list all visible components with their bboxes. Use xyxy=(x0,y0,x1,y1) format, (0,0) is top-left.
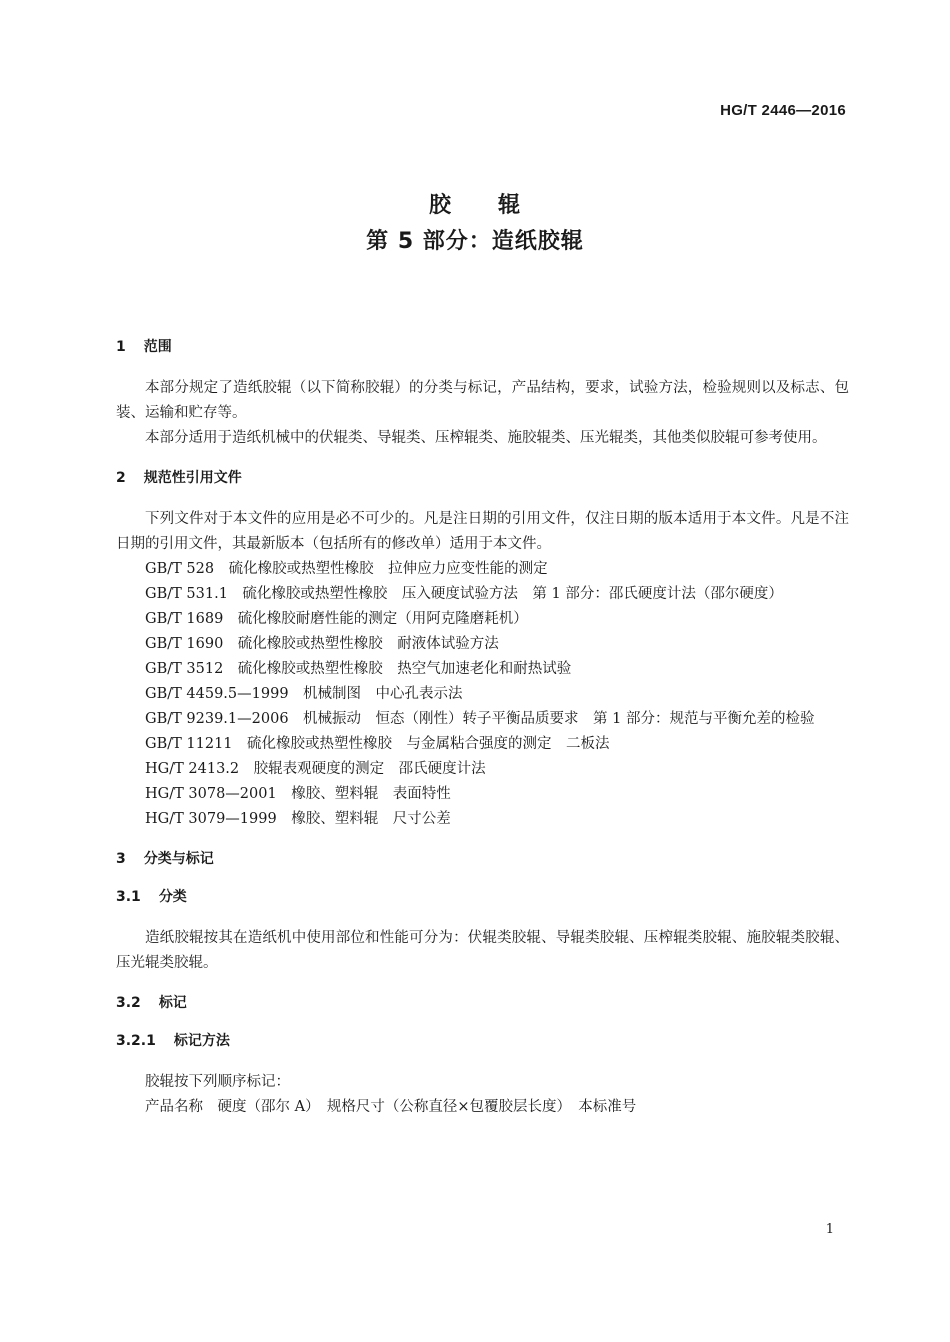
section-number: 1 xyxy=(116,339,126,355)
section-number: 2 xyxy=(116,470,126,486)
reference-item: HG/T 3078—2001 橡胶、塑料辊 表面特性 xyxy=(145,786,451,802)
section-number: 3 xyxy=(116,851,126,867)
section-3-heading xyxy=(116,848,849,870)
section-title: 规范性引用文件 xyxy=(143,470,242,486)
paragraph: 本部分规定了造纸胶辊（以下简称胶辊）的分类与标记，产品结构，要求，试验方法，检验规则以及标志、包装、运输和贮存等。 xyxy=(116,380,849,421)
document-title: 胶 辊 xyxy=(428,193,521,218)
reference-item: GB/T 528 硫化橡胶或热塑性橡胶 拉伸应力应变性能的测定 xyxy=(145,561,548,577)
paragraph: 胶辊按下列顺序标记： xyxy=(145,1074,290,1090)
section-title: 标记方法 xyxy=(173,1033,230,1049)
document-body xyxy=(116,336,849,1120)
section-3-2-heading xyxy=(116,992,849,1014)
reference-item: GB/T 9239.1—2006 机械振动 恒态（刚性）转子平衡品质要求 第 1 部分：规范与平衡允差的检验 xyxy=(145,711,815,727)
standard-code: HG/T 2446—2016 xyxy=(720,102,846,119)
section-title: 范围 xyxy=(143,339,172,355)
reference-item: GB/T 3512 硫化橡胶或热塑性橡胶 热空气加速老化和耐热试验 xyxy=(145,661,572,677)
section-2-heading xyxy=(116,467,849,489)
reference-item: GB/T 531.1 硫化橡胶或热塑性橡胶 压入硬度试验方法 第 1 部分：邵氏硬度计法（邵尔硬度） xyxy=(145,586,783,602)
section-number: 3.2 xyxy=(116,995,141,1011)
reference-item: GB/T 4459.5—1999 机械制图 中心孔表示法 xyxy=(145,686,463,702)
marking-format: 产品名称 硬度（邵尔 A） 规格尺寸（公称直径×包覆胶层长度） 本标准号 xyxy=(145,1099,637,1115)
reference-item: GB/T 1690 硫化橡胶或热塑性橡胶 耐液体试验方法 xyxy=(145,636,499,652)
paragraph: 下列文件对于本文件的应用是必不可少的。凡是注日期的引用文件，仅注日期的版本适用于本文件。凡是不注日期的引用文件，其最新版本（包括所有的修改单）适用于本文件。 xyxy=(116,511,849,552)
section-number: 3.1 xyxy=(116,889,141,905)
paragraph: 本部分适用于造纸机械中的伏辊类、导辊类、压榨辊类、施胶辊类、压光辊类，其他类似胶辊可参考使用。 xyxy=(145,430,827,446)
reference-item: GB/T 11211 硫化橡胶或热塑性橡胶 与金属粘合强度的测定 二板法 xyxy=(145,736,610,752)
reference-item: GB/T 1689 硫化橡胶耐磨性能的测定（用阿克隆磨耗机） xyxy=(145,611,528,627)
reference-item: HG/T 3079—1999 橡胶、塑料辊 尺寸公差 xyxy=(145,811,451,827)
reference-item: HG/T 2413.2 胶辊表观硬度的测定 邵氏硬度计法 xyxy=(145,761,486,777)
document-subtitle: 第 5 部分：造纸胶辊 xyxy=(366,229,584,254)
section-1-heading xyxy=(116,336,849,358)
section-title: 分类 xyxy=(158,889,187,905)
section-title: 标记 xyxy=(158,995,187,1011)
section-title: 分类与标记 xyxy=(143,851,214,867)
section-3-1-heading xyxy=(116,886,849,908)
section-number: 3.2.1 xyxy=(116,1033,156,1049)
section-3-2-1-heading xyxy=(116,1030,849,1052)
page-number: 1 xyxy=(825,1222,834,1237)
paragraph: 造纸胶辊按其在造纸机中使用部位和性能可分为：伏辊类胶辊、导辊类胶辊、压榨辊类胶辊、施胶辊类胶辊、压光辊类胶辊。 xyxy=(116,930,849,971)
